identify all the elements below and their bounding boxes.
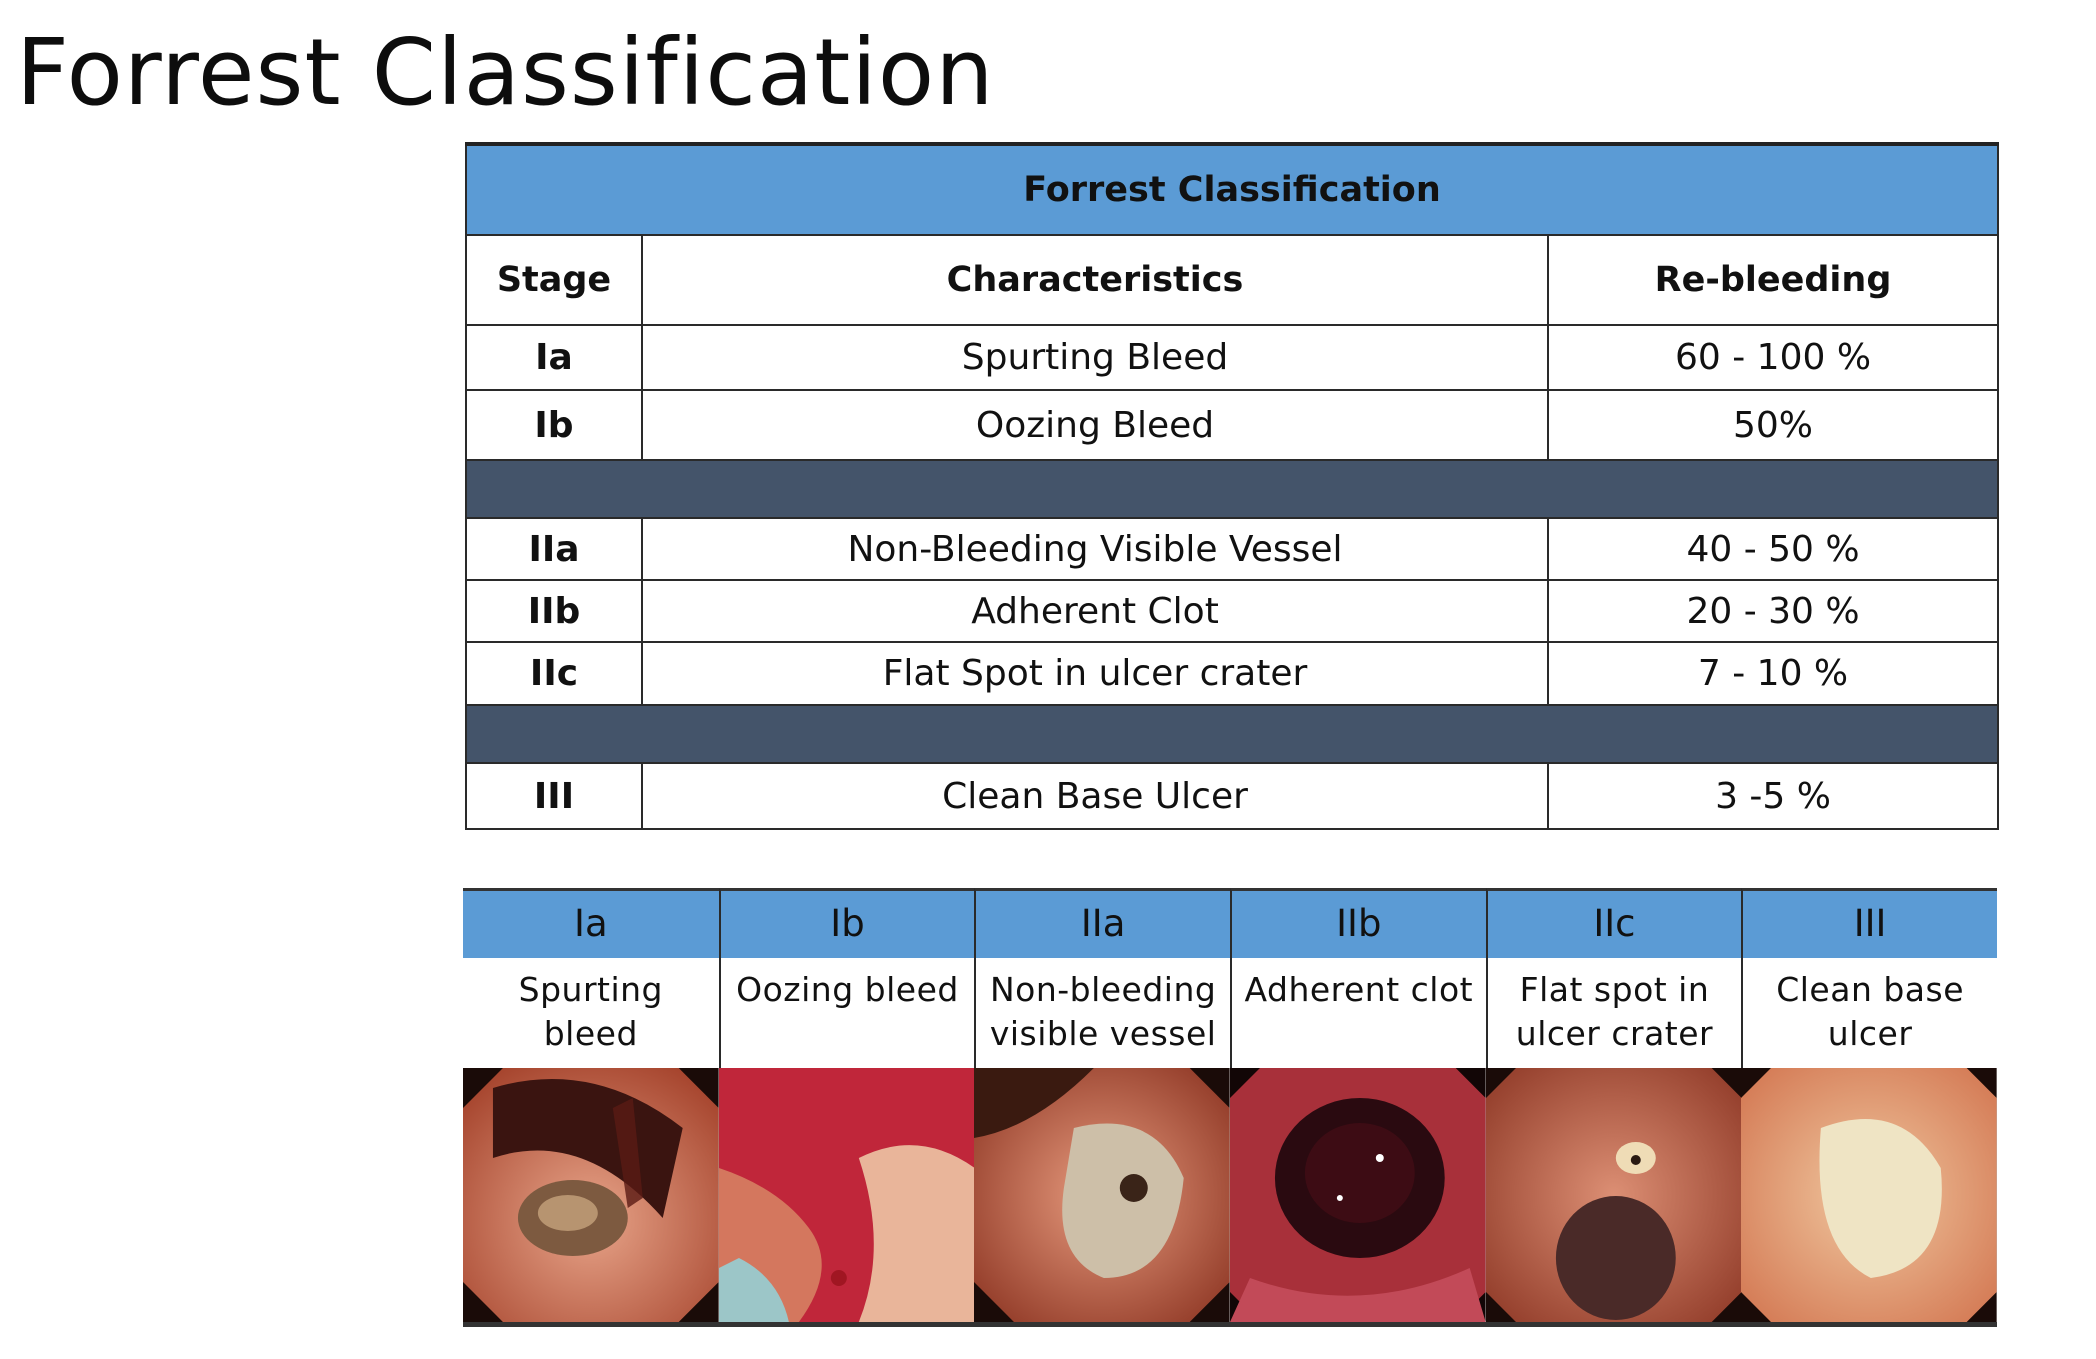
rebleeding-cell: 20 - 30 % xyxy=(1548,580,1998,642)
stage-cell: IIb xyxy=(466,580,642,642)
stage-cell: IIc xyxy=(466,642,642,705)
table-caption-row xyxy=(466,144,1998,235)
image-panel-iii xyxy=(1741,888,1997,1322)
rebleeding-cell: 40 - 50 % xyxy=(1548,518,1998,580)
panel-stage-label: IIc xyxy=(1486,888,1742,958)
panel-stage-label: Ia xyxy=(463,888,719,958)
characteristics-cell: Spurting Bleed xyxy=(642,325,1548,390)
panel-description-line: Flat spot in xyxy=(1519,970,1710,1009)
forrest-classification-table xyxy=(465,142,1999,830)
image-panel-iib xyxy=(1230,888,1486,1322)
header-characteristics: Characteristics xyxy=(642,235,1548,325)
header-stage: Stage xyxy=(466,235,642,325)
table-row-iib xyxy=(466,580,1998,642)
characteristics-cell: Non-Bleeding Visible Vessel xyxy=(642,518,1548,580)
table-separator xyxy=(466,705,1998,763)
table-row-ib xyxy=(466,390,1998,460)
rebleeding-cell: 50% xyxy=(1548,390,1998,460)
rebleeding-cell: 60 - 100 % xyxy=(1548,325,1998,390)
panel-description-line: Oozing bleed xyxy=(736,970,959,1009)
panel-description-line: ulcer xyxy=(1827,1014,1913,1053)
panel-stage-label: IIb xyxy=(1230,888,1486,958)
panel-stage-label: IIa xyxy=(974,888,1230,958)
characteristics-cell: Oozing Bleed xyxy=(642,390,1548,460)
image-panel-iia xyxy=(974,888,1230,1322)
slide-title: Forrest Classification xyxy=(16,19,995,126)
panel-description-line: Non-bleeding xyxy=(989,970,1217,1009)
image-panel-ib xyxy=(719,888,975,1322)
panel-stage-label: III xyxy=(1741,888,1997,958)
endoscopy-photo-oozing xyxy=(719,1068,975,1322)
characteristics-cell: Adherent Clot xyxy=(642,580,1548,642)
endoscopy-photo-spurting xyxy=(463,1068,719,1322)
image-panel-ia xyxy=(463,888,719,1322)
panel-description xyxy=(719,958,975,1068)
endoscopy-photo-adherent-clot xyxy=(1230,1068,1486,1322)
stage-cell: IIa xyxy=(466,518,642,580)
panel-description-line: Adherent clot xyxy=(1244,970,1474,1009)
rebleeding-cell: 3 -5 % xyxy=(1548,763,1998,829)
table-row-iia xyxy=(466,518,1998,580)
table-row-iic xyxy=(466,642,1998,705)
panel-description-line: Spurting xyxy=(518,970,663,1009)
panel-description xyxy=(974,958,1230,1068)
panel-description xyxy=(1486,958,1742,1068)
separator-cell xyxy=(466,705,1998,763)
table-header-row xyxy=(466,235,1998,325)
table-row-ia xyxy=(466,325,1998,390)
panel-stage-label: Ib xyxy=(719,888,975,958)
image-panel-iic xyxy=(1486,888,1742,1322)
panel-description-line: Clean base xyxy=(1776,970,1965,1009)
endoscopy-photo-visible-vessel xyxy=(974,1068,1230,1322)
panel-description xyxy=(1230,958,1486,1068)
table-row-iii xyxy=(466,763,1998,829)
endoscopy-photo-clean-base xyxy=(1741,1068,1997,1322)
endoscopy-photo-flat-spot xyxy=(1486,1068,1742,1322)
separator-cell xyxy=(466,460,1998,518)
table-caption: Forrest Classification xyxy=(466,144,1998,235)
table-separator xyxy=(466,460,1998,518)
image-strip-bottom-border xyxy=(463,1322,1997,1327)
characteristics-cell: Clean Base Ulcer xyxy=(642,763,1548,829)
panel-description xyxy=(1741,958,1997,1068)
rebleeding-cell: 7 - 10 % xyxy=(1548,642,1998,705)
stage-cell: III xyxy=(466,763,642,829)
header-rebleeding: Re-bleeding xyxy=(1548,235,1998,325)
characteristics-cell: Flat Spot in ulcer crater xyxy=(642,642,1548,705)
stage-cell: Ib xyxy=(466,390,642,460)
stage-cell: Ia xyxy=(466,325,642,390)
panel-description-line: visible vessel xyxy=(989,1014,1217,1053)
panel-description xyxy=(463,958,719,1068)
panel-description-line: bleed xyxy=(543,1014,638,1053)
panel-description-line: ulcer crater xyxy=(1515,1014,1714,1053)
endoscopy-image-strip xyxy=(463,888,1997,1322)
